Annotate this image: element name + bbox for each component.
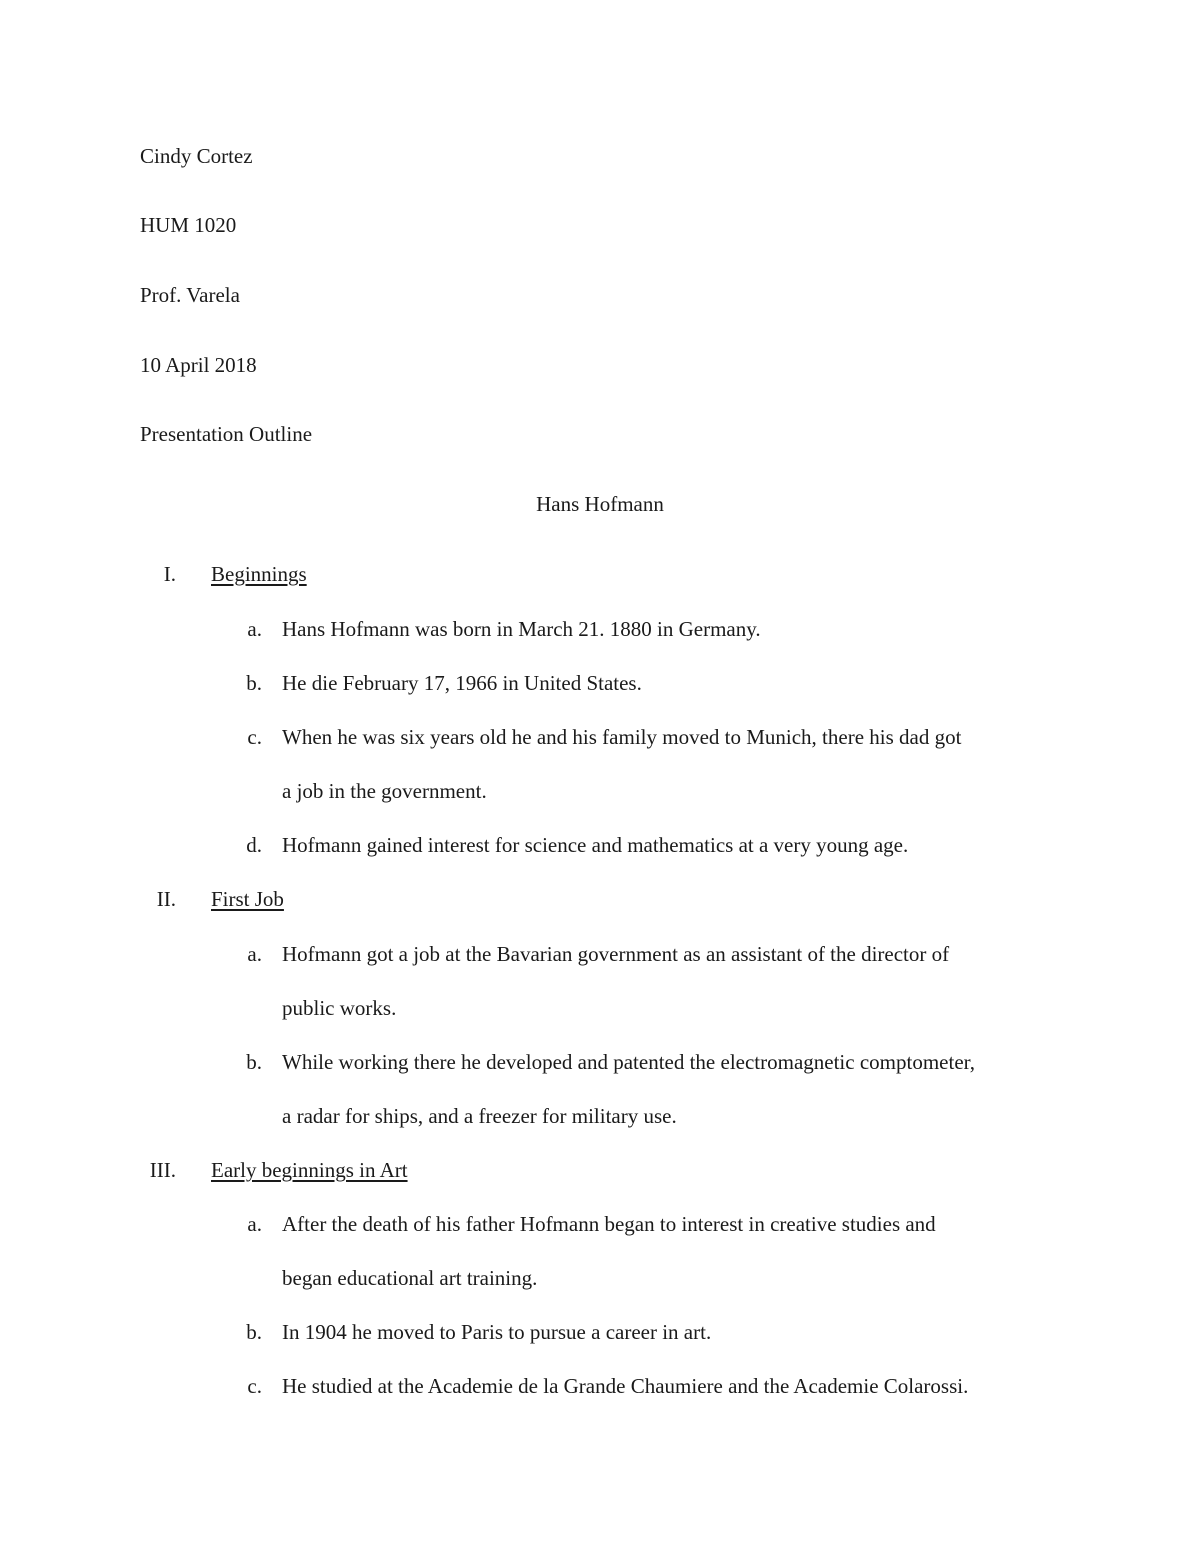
item-text: Hans Hofmann was born in March 21. 1880 in Germany. (282, 617, 761, 641)
item-text: While working there he developed and patented the electromagnetic comptometer, (282, 1050, 976, 1074)
item-text-continued: a job in the government. (282, 779, 487, 803)
professor-name: Prof. Varela (140, 283, 240, 307)
item-text-continued: began educational art training. (282, 1266, 538, 1290)
section-heading: Beginnings (211, 562, 307, 586)
item-letter: a. (247, 1212, 262, 1236)
item-text: After the death of his father Hofmann began to interest in creative studies and (282, 1212, 936, 1236)
item-letter: c. (247, 725, 262, 749)
item-text: In 1904 he moved to Paris to pursue a career in art. (282, 1320, 712, 1344)
item-text: He studied at the Academie de la Grande Chaumiere and the Academie Colarossi. (282, 1374, 969, 1398)
item-letter: b. (246, 1320, 262, 1344)
item-letter: c. (247, 1374, 262, 1398)
section-numeral: II. (156, 887, 176, 911)
item-text: Hofmann got a job at the Bavarian government as an assistant of the director of (282, 942, 950, 966)
item-letter: a. (247, 942, 262, 966)
document-date: 10 April 2018 (140, 353, 257, 377)
section-numeral: I. (163, 562, 176, 586)
section-heading: Early beginnings in Art (211, 1158, 408, 1182)
section-heading: First Job (211, 887, 284, 911)
item-letter: a. (247, 617, 262, 641)
assignment-title: Presentation Outline (140, 422, 313, 446)
item-text: Hofmann gained interest for science and mathematics at a very young age. (282, 833, 909, 857)
course-code: HUM 1020 (140, 213, 237, 237)
item-text: He die February 17, 1966 in United States. (282, 671, 642, 695)
section-numeral: III. (149, 1158, 176, 1182)
item-letter: d. (246, 833, 262, 857)
item-text-continued: public works. (282, 996, 397, 1020)
item-letter: b. (246, 671, 262, 695)
outline-title: Hans Hofmann (536, 492, 664, 516)
item-text: When he was six years old he and his family moved to Munich, there his dad got (282, 725, 962, 749)
item-letter: b. (246, 1050, 262, 1074)
student-name: Cindy Cortez (140, 144, 253, 168)
item-text-continued: a radar for ships, and a freezer for military use. (282, 1104, 677, 1128)
